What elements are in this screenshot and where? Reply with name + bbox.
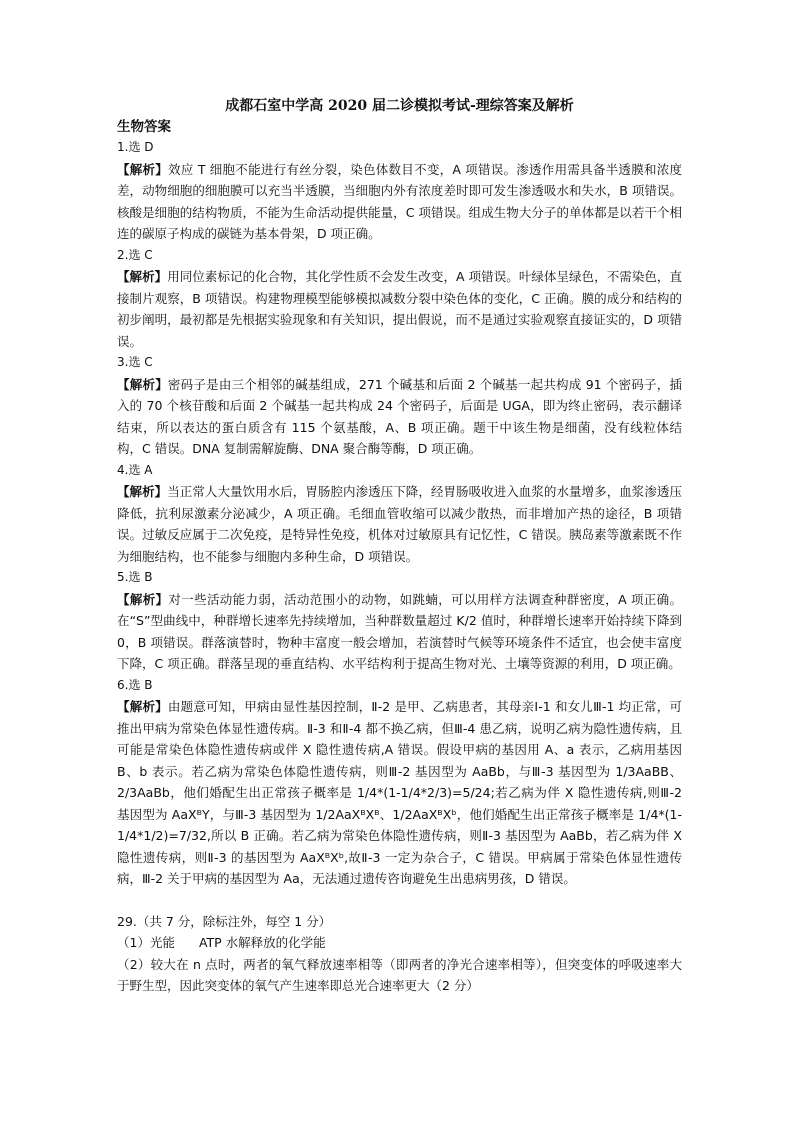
explanation-paragraph [117,159,682,245]
explanation-paragraph [117,696,682,890]
answer-label: 5.选 B [117,570,153,584]
document-title: 成都石室中学高 2020 届二诊模拟考试-理综答案及解析 [225,98,574,114]
answer-label: 2.选 C [117,247,153,262]
answer-label: 6.选 B [117,677,153,692]
answer-label: 3.选 C [117,355,153,369]
explanation-text: 密码子是由三个相邻的碱基组成，271 个碱基和后面 2 个碱基一起共构成 91 个密码子，插入的 70 个核苷酸和后面 2 个碱基一起共构成 24 个密码子，后面是 UGA，即为终止密码，表示翻译结束，所以表达的蛋白质含有 115 个氨基酸，A、B 项正确。题干中该生物是细菌，没有线粒体结构，C 错误。DNA 复制需解旋酶、DNA 聚合酶等酶，D 项正确。 [117,376,682,456]
question-29-header: 29.（共 7 分，除标注外，每空 1 分） [117,913,332,929]
explanation-text: 效应 T 细胞不能进行有丝分裂，染色体数目不变，A 项错误。渗透作用需具备半透膜和浓度差，动物细胞的细胞膜可以充当半透膜，当细胞内外有浓度差时即可发生渗透吸水和失水，B 项错误。核酸是细胞的结构物质，不能为生命活动提供能量，C 项错误。组成生物大分子的单体都是以若干个相连的碳原子构成的碳链为基本骨架，D 项正确。 [117,161,682,241]
question-29-part-2 [117,954,682,997]
explanation-paragraph [117,589,682,675]
spacer [117,890,682,911]
explanation-paragraph [117,374,682,460]
question-29-part-1 [117,932,682,954]
answer-label: 4.选 A [117,462,153,477]
explanation-text: 当正常人大量饮用水后，胃肠腔内渗透压下降，经胃肠吸收进入血浆的水量增多，血浆渗透压降低，抗利尿激素分泌减少，A 项正确。毛细血管收缩可以减少散热，而非增加产热的途径，B 项错误。过敏反应属于二次免疫，是特异性免疫，机体对过敏原具有记忆性，C 错误。胰岛素等激素既不作为细胞结构，也不能参与细胞内多种生命，D 项错误。 [117,484,682,564]
explanation-paragraph [117,266,682,352]
answer-sheet-page [117,96,682,997]
explanation-tag: 【解析】 [117,161,169,177]
explanation-text: 由题意可知，甲病由显性基因控制，Ⅱ-2 是甲、乙病患者，其母亲Ⅰ-1 和女儿Ⅲ-1 均正常，可推出甲病为常染色体显性遗传病。Ⅱ-3 和Ⅱ-4 都不换乙病，但Ⅲ-4 患乙病，说明乙病为隐性遗传病，且可能是常染色体隐性遗传病或伴 X 隐性遗传病,A 错误。假设甲病的基因用 A、a 表示，乙病用基因 B、b 表示。若乙病为常染色体隐性遗传病，则Ⅲ-2 基因型为 AaBb，与Ⅲ-3 基因型为 1/3AaBB、2/3AaBb，他们婚配生出正常孩子概率是 1/4*(1-1/4*2/3)=5/24;若乙病为伴 X 隐性遗传病,则Ⅲ-2 基因型为 AaXᴮY，与Ⅲ-3 基因型为 1/2AaXᴮXᴮ、1/2AaXᴮXᵇ，他们婚配生出正常孩子概率是 1/4*(1-1/4*1/2)=7/32,所以 B 正确。若乙病为常染色体隐性遗传病，则Ⅱ-3 基因型为 AaBb，若乙病为伴 X 隐性遗传病，则Ⅱ-3 的基因型为 AaXᴮXᵇ,故Ⅱ-3 一定为杂合子，C 错误。甲病属于常染色体显性遗传病，Ⅲ-2 关于甲病的基因型为 Aa，无法通过遗传咨询避免生出患病男孩，D 错误。 [117,699,682,886]
explanation-tag: 【解析】 [117,484,168,499]
part-2-answer-a: （2）较大 [117,956,177,972]
part-1-answer-b: ATP 水解释放的化学能 [198,935,326,950]
explanation-tag: 【解析】 [117,376,168,392]
explanation-paragraph [117,481,682,567]
section-heading: 生物答案 [117,119,171,135]
explanation-tag: 【解析】 [117,699,168,714]
explanation-tag: 【解析】 [117,591,169,607]
explanation-tag: 【解析】 [117,269,168,284]
explanation-text: 对一些活动能力弱，活动范围小的动物，如跳蝻，可以用样方法调查种群密度，A 项正确。在“S”型曲线中，种群增长速率先持续增加，当种群数量超过 K/2 值时，种群增长速率开始持续下降到 0，B 项错误。群落演替时，物种丰富度一般会增加，若演替时气候等环境条件不适宜，也会使丰富度下降，C 项正确。群落呈现的垂直结构、水平结构利于提高生物对光、土壤等资源的利用，D 项正确。 [117,591,682,671]
answer-label: 1.选 D [117,140,154,154]
part-2-answer-b: 在 n 点时，两者的氧气释放速率相等（即两者的净光合速率相等），但突变体的呼吸速率大于野生型，因此突变体的氧气产生速率即总光合速率更大（2 分） [117,956,683,993]
part-1-answer-a: （1）光能 [117,935,175,950]
explanation-text: 用同位素标记的化合物，其化学性质不会发生改变，A 项错误。叶绿体呈绿色，不需染色，直接制片观察，B 项错误。构建物理模型能够模拟减数分裂中染色体的变化，C 正确。膜的成分和结构的初步阐明，最初都是先根据实验现象和有关知识，提出假说，而不是通过实验观察直接证实的，D 项错误。 [117,269,682,349]
